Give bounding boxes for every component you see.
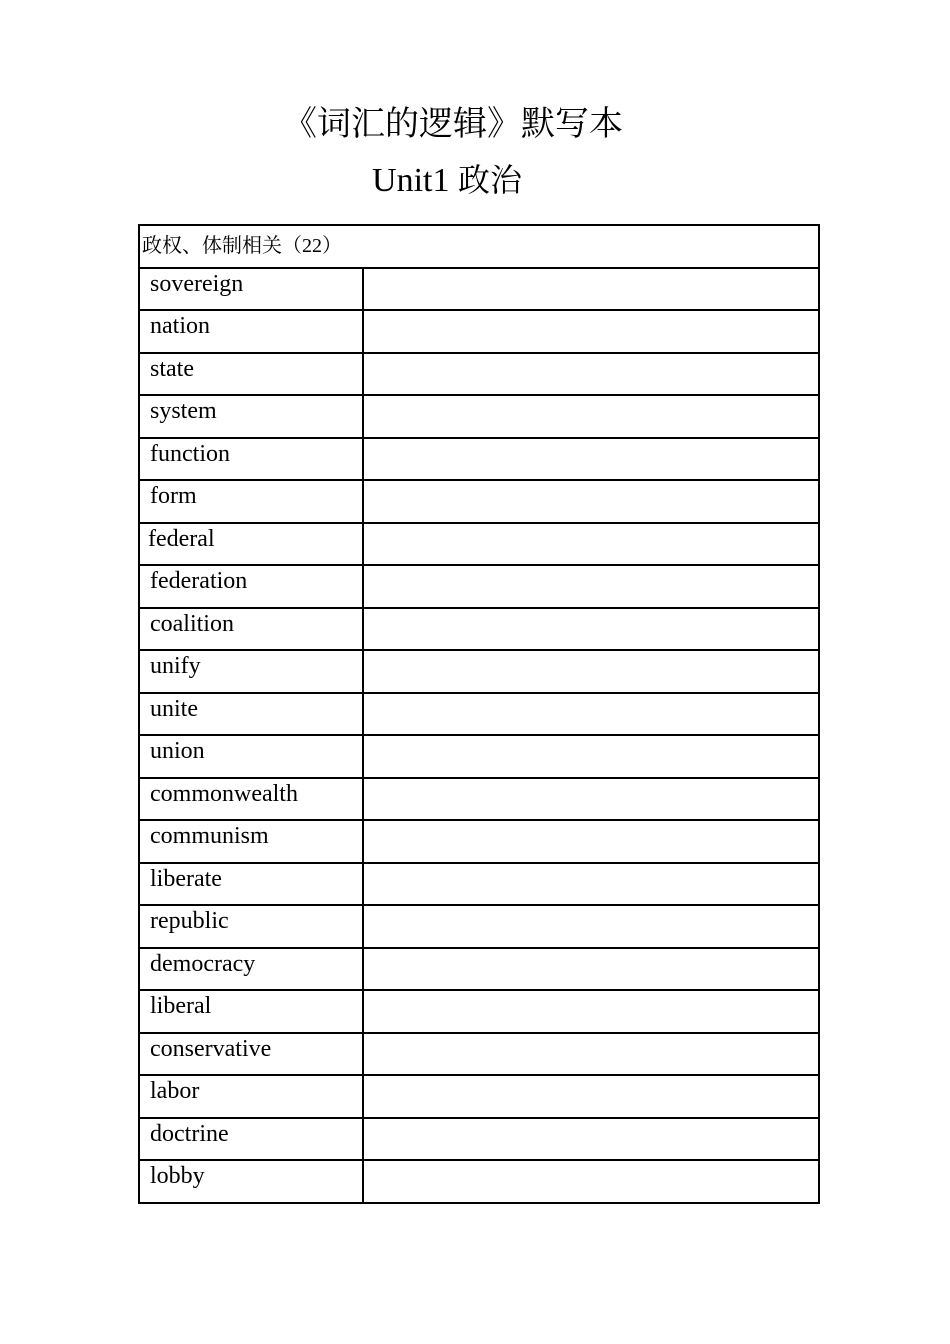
table-row [139,778,819,821]
section-label: 政权、体制相关 [142,233,282,257]
table-row [139,1160,819,1203]
answer-cell[interactable] [363,863,819,906]
answer-cell[interactable] [363,310,819,353]
answer-cell[interactable] [363,1118,819,1161]
vocab-word: doctrine [139,1118,363,1161]
table-row [139,438,819,481]
answer-cell[interactable] [363,565,819,608]
vocab-word: lobby [139,1160,363,1203]
vocab-word: form [139,480,363,523]
answer-cell[interactable] [363,1160,819,1203]
answer-cell[interactable] [363,778,819,821]
table-row [139,480,819,523]
table-row [139,990,819,1033]
answer-cell[interactable] [363,268,819,311]
document-title: 《词汇的逻辑》默写本 [283,104,623,144]
table-row [139,693,819,736]
table-row [139,608,819,651]
section-header [139,225,819,268]
answer-cell[interactable] [363,1033,819,1076]
unit-number: Unit1 [372,162,450,199]
vocab-word: union [139,735,363,778]
answer-cell[interactable] [363,438,819,481]
table-row [139,735,819,778]
vocab-word: democracy [139,948,363,991]
answer-cell[interactable] [363,395,819,438]
table-row [139,948,819,991]
answer-cell[interactable] [363,480,819,523]
vocab-word: unite [139,693,363,736]
answer-cell[interactable] [363,523,819,566]
answer-cell[interactable] [363,735,819,778]
vocab-word: nation [139,310,363,353]
answer-cell[interactable] [363,990,819,1033]
vocab-word: sovereign [139,268,363,311]
table-row [139,1075,819,1118]
vocab-word: communism [139,820,363,863]
table-row [139,565,819,608]
table-row [139,268,819,311]
vocab-word: commonwealth [139,778,363,821]
vocab-word: federal [139,523,363,566]
unit-heading [0,156,894,205]
table-row [139,395,819,438]
table-row [139,863,819,906]
vocab-word: unify [139,650,363,693]
section-header-row [139,225,819,268]
table-row [139,650,819,693]
vocab-word: republic [139,905,363,948]
vocab-word: labor [139,1075,363,1118]
vocab-word: liberal [139,990,363,1033]
table-row [139,1033,819,1076]
answer-cell[interactable] [363,353,819,396]
vocab-word: liberate [139,863,363,906]
answer-cell[interactable] [363,650,819,693]
table-row [139,1118,819,1161]
answer-cell[interactable] [363,1075,819,1118]
answer-cell[interactable] [363,948,819,991]
vocab-word: state [139,353,363,396]
table-row [139,820,819,863]
answer-cell[interactable] [363,693,819,736]
table-row [139,310,819,353]
vocab-word: function [139,438,363,481]
unit-topic: 政治 [457,161,522,199]
vocab-word: conservative [139,1033,363,1076]
table-row [139,353,819,396]
table-row [139,523,819,566]
answer-cell[interactable] [363,905,819,948]
vocab-word: system [139,395,363,438]
vocab-word: federation [139,565,363,608]
vocab-word: coalition [139,608,363,651]
answer-cell[interactable] [363,608,819,651]
vocabulary-table [138,224,820,1204]
table-row [139,905,819,948]
section-count: （22） [282,235,342,257]
answer-cell[interactable] [363,820,819,863]
